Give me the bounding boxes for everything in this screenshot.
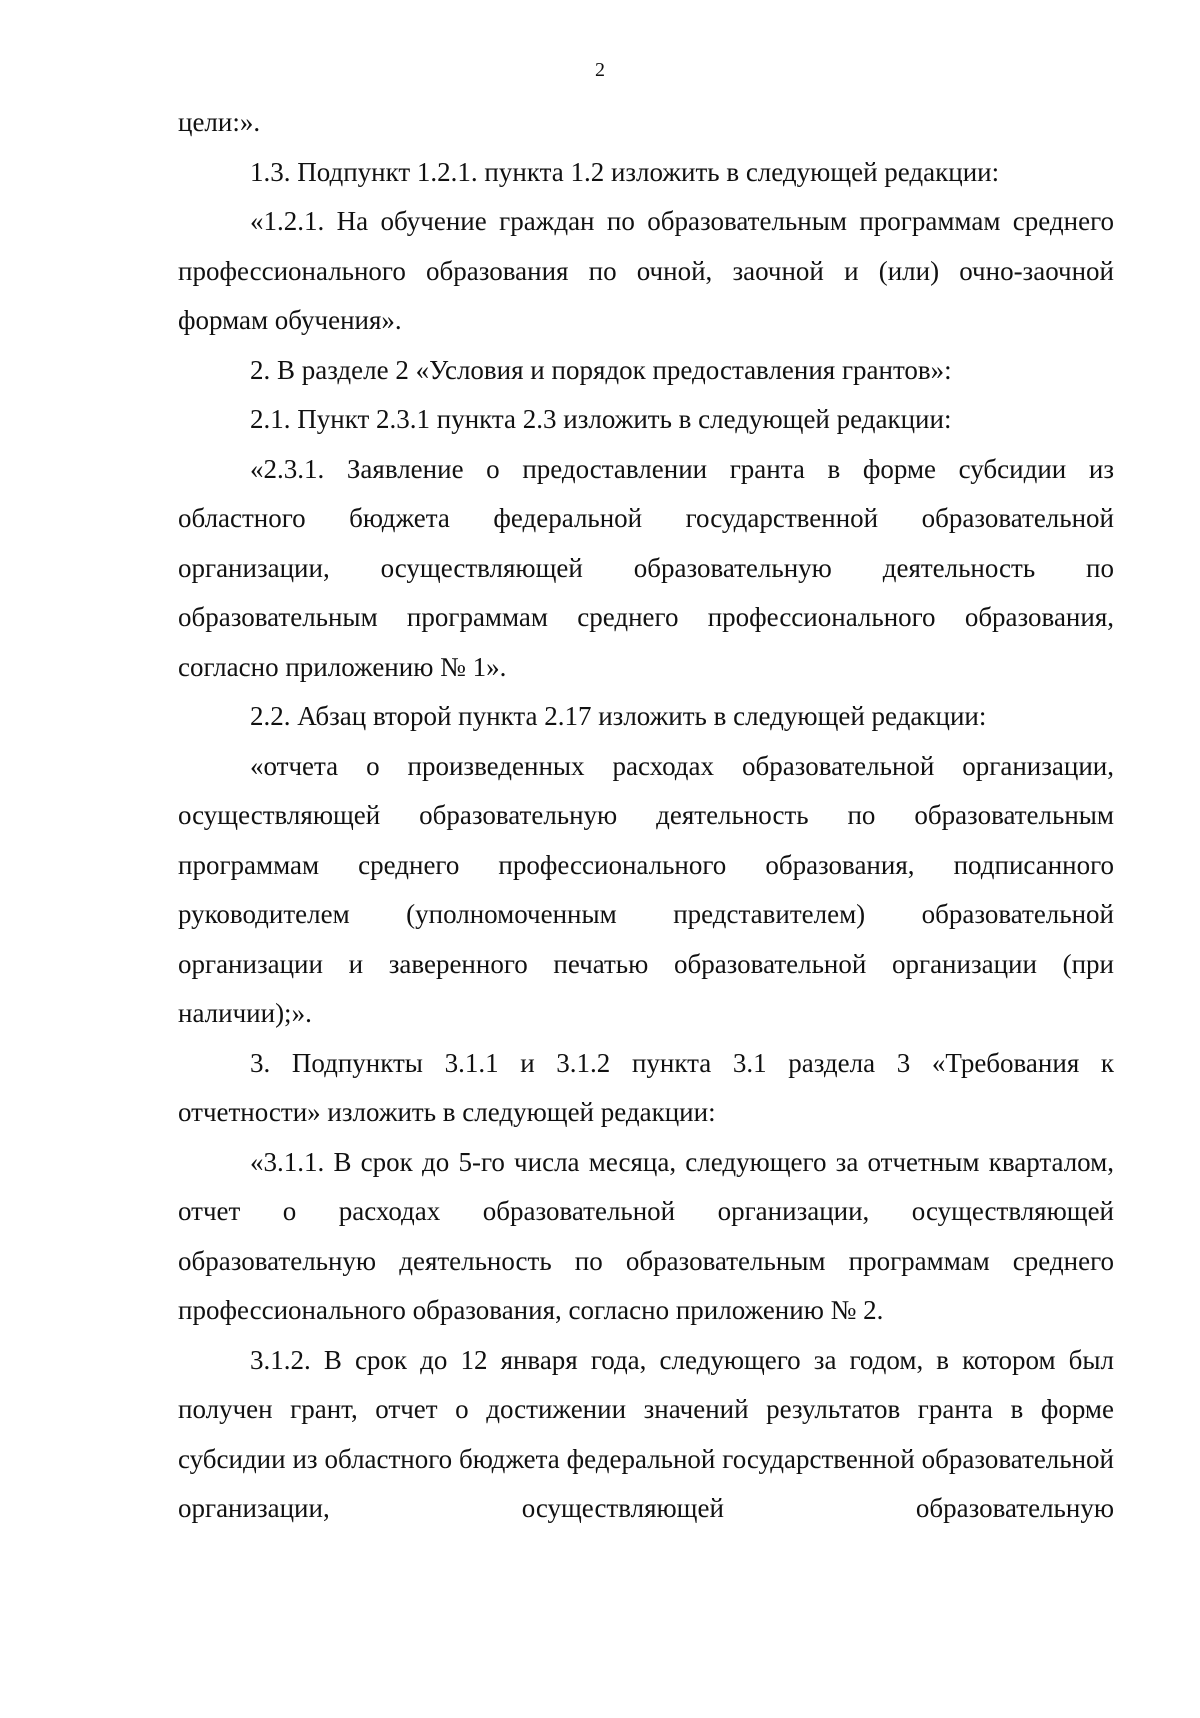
page-number: 2 [595, 59, 605, 81]
document-body [178, 98, 1114, 1534]
paragraph-item-3-1-2: 3.1.2. В срок до 12 января года, следующего за годом, в котором был получен грант, отчет о достижении значений результатов гранта в форме субсидии из областного бюджета федеральной государственной образовательной организации, осуществляющей образовательную [178, 1344, 1114, 1523]
paragraph-quote-1-2-1: «1.2.1. На обучение граждан по образовательным программам среднего профессионального образования по очной, заочной и (или) очно-заочной формам обучения». [178, 206, 1114, 335]
paragraph-continuation: цели:». [178, 107, 261, 137]
paragraph-quote-report: «отчета о произведенных расходах образовательной организации, осуществляющей образовательную деятельность по образовательным программам среднего профессионального образования, подписанного руководителем (уполномоченным представителем) образовательной организации и заверенного печатью образовательной организации (при наличии);». [178, 750, 1114, 1028]
paragraph-item-3: 3. Подпункты 3.1.1 и 3.1.2 пункта 3.1 раздела 3 «Требования к отчетности» изложить в следующей редакции: [178, 1047, 1114, 1127]
paragraph-item-2-2: 2.2. Абзац второй пункта 2.17 изложить в следующей редакции: [250, 701, 987, 731]
paragraph-quote-3-1-1: «3.1.1. В срок до 5-го числа месяца, следующего за отчетным кварталом, отчет о расходах образовательной организации, осуществляющей образовательную деятельность по образовательным программам среднего профессионального образования, согласно приложению № 2. [178, 1146, 1114, 1325]
paragraph-item-2-1: 2.1. Пункт 2.3.1 пункта 2.3 изложить в следующей редакции: [250, 404, 952, 434]
paragraph-quote-2-3-1: «2.3.1. Заявление о предоставлении гранта в форме субсидии из областного бюджета федеральной государственной образовательной организации, осуществляющей образовательную деятельность по образовательным программам среднего профессионального образования, согласно приложению № 1». [178, 453, 1114, 682]
paragraph-item-2: 2. В разделе 2 «Условия и порядок предоставления грантов»: [250, 354, 952, 385]
paragraph-item-1-3: 1.3. Подпункт 1.2.1. пункта 1.2 изложить в следующей редакции: [250, 156, 1000, 187]
